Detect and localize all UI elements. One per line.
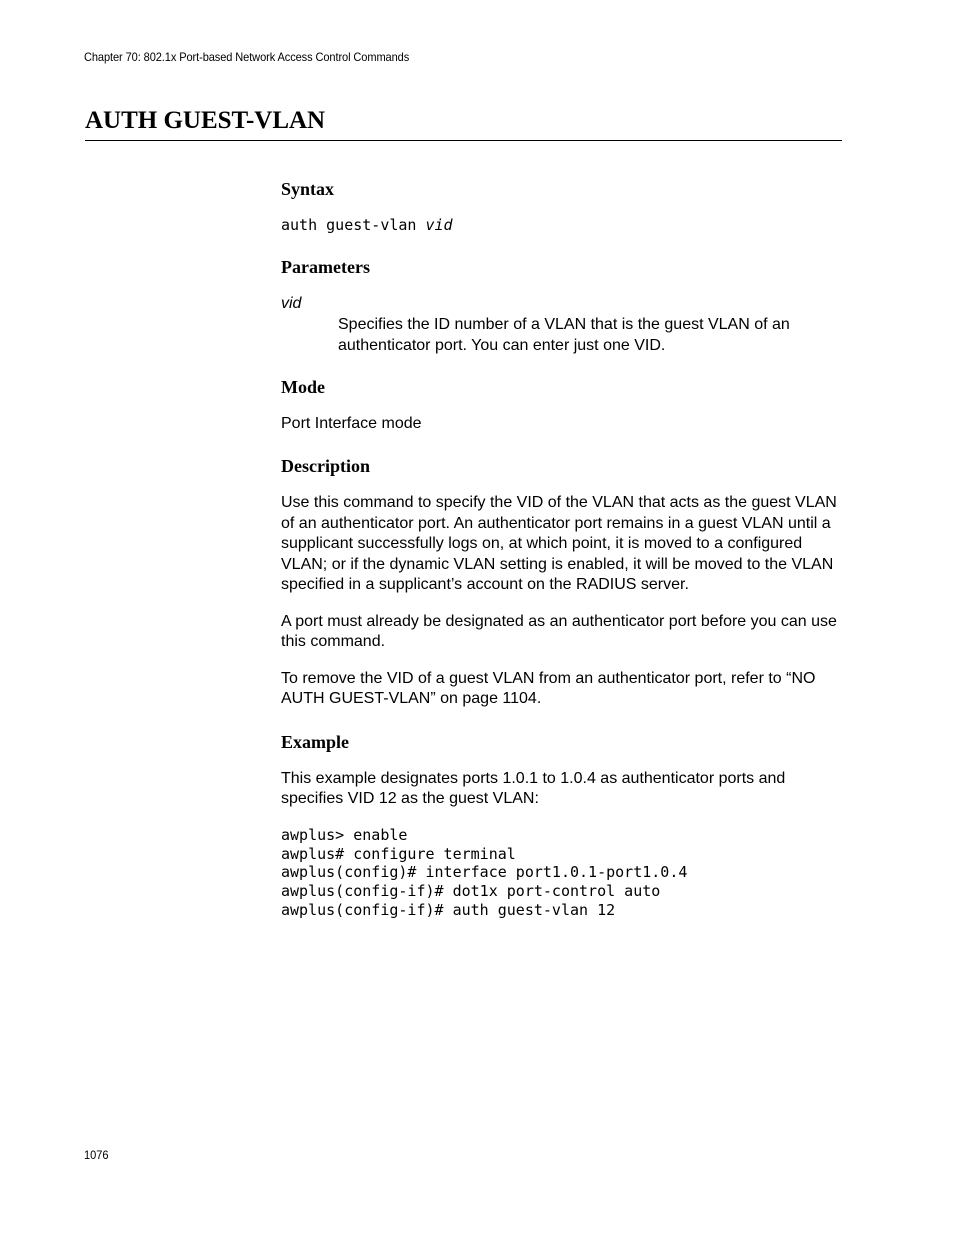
description-paragraph: To remove the VID of a guest VLAN from an authenticator port, refer to “NO AUTH GUEST-VLAN” on page 1104. [281, 669, 816, 708]
syntax-argument: vid [425, 216, 453, 234]
mode-heading: Mode [281, 376, 325, 397]
page-number: 1076 [84, 1148, 109, 1162]
syntax-heading: Syntax [281, 179, 335, 199]
description-paragraph: A port must already be designated as an authenticator port before you can use this command. [281, 612, 837, 651]
example-code-block [281, 826, 841, 920]
running-header: Chapter 70: 802.1x Port-based Network Access Control Commands [84, 50, 410, 64]
description-paragraph: Use this command to specify the VID of the VLAN that acts as the guest VLAN of an authenticator port. An authenticator port remains in a guest VLAN until a supplicant successfully logs on, at which point, it is moved to a configured VLAN; or if the dynamic VLAN setting is enabled, it will be moved to the VLAN specified in a supplicant’s account on the RADIUS server. [281, 494, 837, 594]
example-intro: This example designates ports 1.0.1 to 1.0.4 as authenticator ports and specifies VID 12 as the guest VLAN: [281, 769, 786, 808]
page-title: AUTH GUEST-VLAN [85, 107, 326, 134]
example-heading: Example [281, 731, 350, 752]
description-heading: Description [281, 456, 370, 477]
content-column [281, 178, 841, 920]
code-line: awplus# configure terminal [281, 844, 516, 863]
syntax-line [281, 216, 841, 235]
parameters-heading: Parameters [281, 256, 370, 277]
code-line: awplus(config)# interface port1.0.1-port1.0.4 [281, 863, 688, 882]
syntax-command: auth guest-vlan [281, 216, 426, 234]
parameter-name: vid [281, 294, 302, 312]
code-line: awplus(config-if)# auth guest-vlan 12 [281, 900, 616, 919]
mode-text: Port Interface mode [281, 414, 422, 432]
code-line: awplus> enable [281, 825, 408, 844]
parameter-description: Specifies the ID number of a VLAN that is the guest VLAN of an authenticator port. You can enter just one VID. [338, 315, 790, 354]
title-rule [85, 140, 842, 141]
code-line: awplus(config-if)# dot1x port-control auto [281, 882, 661, 901]
